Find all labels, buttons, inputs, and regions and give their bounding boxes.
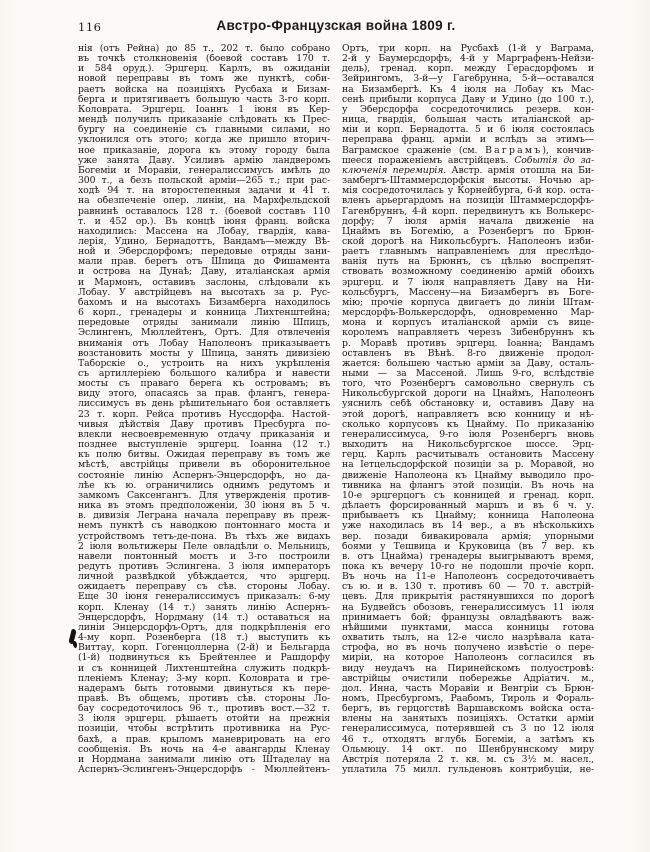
text-line: уяснилъ себѣ обстановку и, оставивъ Даву на <box>342 399 594 410</box>
text-line: въ точкѣ столкновенія (боевой составъ 170 т. <box>78 54 330 65</box>
text-line: на обезпеченіе опер. линіи, на Мархфельдской <box>78 196 330 207</box>
text-line: 300 т., а безъ польской арміи—265 т.; при рас- <box>78 176 330 187</box>
ink-blot <box>72 641 77 649</box>
text-line: навели понтонный мостъ и 3-го построили <box>78 551 330 562</box>
text-line: лерія, Удино, Бернадоттъ, Вандамъ—между Вѣ- <box>78 236 330 247</box>
text-line: возстановить мосты у Шпица, занять дивизіею <box>78 348 330 359</box>
text-line: строфа, но въ ночь получено извѣстіе о пере- <box>342 643 594 654</box>
text-line: ной и Эберсдорфомъ; передовые отряды зани- <box>78 247 330 258</box>
text-line: сколько корпусовъ къ Цнайму. По приказанію <box>342 419 594 430</box>
text-line: Въ ночь на 11-е Наполеонъ сосредоточиваетъ <box>342 572 594 583</box>
text-line: Никольсбургской дороги на Цнаймъ, Наполеонъ <box>342 389 594 400</box>
text-line: замкомъ Саксенгангъ. Для утвержденія против- <box>78 490 330 501</box>
text-line: ница, гвардія, большая часть италіанской ар- <box>342 115 594 126</box>
text-line: позднее выступленіе эрцгерц. Іоанна (12 т.) <box>78 440 330 451</box>
text-line: и Мармонъ, оставивъ заслоны, слѣдовали къ <box>78 277 330 288</box>
text-line: в. дивизія Леграна начала переправу въ преж- <box>78 511 330 522</box>
text-line: ника въ этомъ предположеніи, 30 іюня въ 5 ч. <box>78 501 330 512</box>
page-number: 116 <box>78 20 102 34</box>
text-line: 2 іюля вольтижеры Пеле овладѣли о. Мельницъ, <box>78 541 330 552</box>
page-title: Австро-Французская война 1809 г. <box>216 18 456 33</box>
text-line: уже находилась въ 14 вер., а въ нѣсколькихъ <box>342 521 594 532</box>
text-line: 4-му корп. Розенберга (18 т.) выступить къ <box>78 633 330 644</box>
text-line: мія сосредоточилась у Корнейбурга, 6-й кор. оста- <box>342 186 594 197</box>
left-column <box>78 44 330 775</box>
text-line: Коловрата. Эрцгерц. Іоаннъ 1 іюня въ Кер- <box>78 104 330 115</box>
text-line: передовые отряды занимали линію Шпицъ, <box>78 318 330 329</box>
text-line: редутъ противъ Эслингена. 3 іюля императоръ <box>78 561 330 572</box>
text-line: нѣйшими пунктами, масса конницы готова <box>342 622 594 633</box>
text-line: дорфу; 7 іюля армія начала движеніе на <box>342 216 594 227</box>
text-line: дол. Инна, часть Моравіи и Венгріи съ Брюн- <box>342 683 594 694</box>
text-line: надерамъ быть готовыми двинуться къ пере- <box>78 683 330 694</box>
text-line: 23 т. корп. Рейса противъ Нуссдорфа. Настой- <box>78 409 330 420</box>
text-line: дѣлаетъ форсированный маршъ и въ 6 ч. у. <box>342 501 594 512</box>
text-line: съ артиллеріею большого калибра и навести <box>78 369 330 379</box>
text-line: миріи, на которое Наполеонъ согласился въ <box>342 653 594 664</box>
text-line: Зейрингомъ, 3-й—у Гагебрунна, 5-й—оставался <box>342 74 594 85</box>
text-line: и острова на Дунаѣ; Даву, италіанская армія <box>78 267 330 278</box>
text-line: Еще 30 іюня генералиссимусъ приказалъ: 6-му <box>78 592 330 603</box>
text-line: раетъ войска на позиціяхъ Русбаха и Бизам- <box>78 84 330 95</box>
text-line: Эслингенъ, Мюллейтенъ, Ортъ. Для отвлеченія <box>78 328 330 339</box>
right-column <box>342 44 594 775</box>
text-line: того, что Розенбергъ самовольно свернулъ съ <box>342 379 594 390</box>
text-line: Ортъ, три корп. на Русбахѣ (1-й у Ваграма, <box>342 44 594 54</box>
text-line: боями у Тешвица и Круковица (въ 7 вер. къ <box>342 541 594 552</box>
text-line: новой переправы въ томъ же пунктѣ, соби- <box>78 74 330 85</box>
text-line: правѣ. Въ общемъ, противъ сѣв. стороны Ло- <box>78 694 330 704</box>
text-line: ключенія перемирія. Австр. армія отошла на Би- <box>342 165 594 176</box>
text-line: т. и 452 ор.). Въ концѣ іюня франц. войска <box>78 216 330 227</box>
page-header <box>78 18 594 36</box>
text-line: уплатила 75 милл. гульденовъ контрибуціи, не- <box>342 765 594 776</box>
text-line: королемъ направляетъ черезъ Зибенбруннъ къ <box>342 328 594 339</box>
text-line: в. отъ Цнайма) гренадеры выигрываютъ время, <box>342 551 594 562</box>
text-line: Цнаймъ въ Богемію, а Розенбергъ по Брюн- <box>342 226 594 237</box>
text-line: состояніе линію Аспернъ-Энцерсдорфъ, но да- <box>78 470 330 481</box>
text-line: 10-е эрцгерцогъ съ конницей и гренад. корп. <box>342 490 594 501</box>
text-line: (1-й) подвинуться къ Брейтенлее и Рашдорфу <box>78 653 330 664</box>
text-line: раетъ главнымъ направленіемъ для преслѣдо- <box>342 247 594 258</box>
text-line: Виттау, корп. Гогенцоллерна (2-й) и Бельгарда <box>78 643 330 654</box>
text-line: мію; прочіе корпуса двигаетъ до линіи Штам- <box>342 297 594 308</box>
text-line: личной развѣдкой убѣждается, что эрцгерц. <box>78 572 330 583</box>
text-line: на Іетцельсдорфской позиціи за р. Моравой, но <box>342 460 594 471</box>
text-line: принимаетъ бой; французы овладѣваютъ важ- <box>342 612 594 623</box>
text-line: ской дорогѣ на Никольсбургъ. Наполеонъ изби- <box>342 236 594 247</box>
text-columns <box>78 44 594 775</box>
text-line: берга и притягиваетъ большую часть 3-го корп. <box>78 94 330 105</box>
text-line: замбергъ-Штаммерсдорфскія высоты. Ночью ар- <box>342 176 594 187</box>
text-line: бахомъ и на высотахъ Бизамберга находилось <box>78 297 330 308</box>
text-line: находились: Массена на Лобау, гвардія, кава- <box>78 226 330 237</box>
text-line: лиссимусъ въ день рѣшительнаго боя оставляетъ <box>78 399 330 410</box>
text-line: бергъ, въ герцогствѣ Варшавскомъ войска оста- <box>342 704 594 715</box>
text-line: тивника на флангъ этой позиціи. Въ ночь на <box>342 480 594 491</box>
text-line: прибываетъ къ Цнайму; конница Наполеона <box>342 511 594 522</box>
text-line: 3 іюля эрцгерц. рѣшаетъ отойти на прежнія <box>78 714 330 725</box>
text-line: корп. Кленау (14 т.) занять линію Аспернъ- <box>78 602 330 613</box>
text-line: бургу на соединеніе съ главными силами, но <box>78 125 330 136</box>
text-line: міи и корп. Бернадотта. 5 и 6 іюля состоялась <box>342 125 594 136</box>
text-line: жается: большею частью арміи за Даву, осталь- <box>342 358 594 369</box>
text-line: Аспернъ-Эслингенъ-Энцерсдорфъ - Мюллейтенъ- <box>78 765 330 776</box>
text-line: ными — за Массеной. Лишь 9-го, вслѣдствіе <box>342 369 594 379</box>
text-line: р. Моравѣ противъ эрцгерц. Іоанна; Вандамъ <box>342 338 594 349</box>
text-line: 2-й у Баумерсдорфъ, 4-й у Марграфенъ-Нейзи- <box>342 54 594 65</box>
text-line: пленіемъ Кленау; 3-му корп. Коловрата и гре- <box>78 673 330 684</box>
text-line: Ваграмское сраженіе (см. Ваграмъ), кончив- <box>342 145 594 156</box>
text-line: къ полю битвы. Ожидая переправу въ томъ же <box>78 450 330 461</box>
text-line: дель), гренад. корп. между Герасдорфомъ и <box>342 64 594 75</box>
text-line: и съ конницей Лихтенштейна служить подкрѣ- <box>78 663 330 674</box>
text-line: Гагенбруннъ, 4-й корп. передвинутъ къ Волькерс- <box>342 206 594 217</box>
text-line: оставленъ въ Вѣнѣ. 8-го движеніе продол- <box>342 348 594 359</box>
text-line: пока къ вечеру 10-го не подошли прочіе корп. <box>342 561 594 572</box>
text-line: виду неудачъ на Пиринейскомъ полуостровѣ: <box>342 663 594 674</box>
text-line: ожидаетъ переправу съ сѣв. стороны Лобау. <box>78 582 330 593</box>
text-line: нія (отъ Рейна) до 85 т., 202 т. было собрано <box>78 44 330 54</box>
text-line: устройствомъ тетъ-де-пона. Въ тѣхъ же видахъ <box>78 531 330 542</box>
text-line: съ ю. и в. 130 т. противъ 60 — 70 т. австрій- <box>342 582 594 593</box>
text-line: у Эберсдорфа сосредоточились резерв. кон- <box>342 104 594 115</box>
text-line: бахѣ, а прав. крыломъ маневрировать на его <box>78 734 330 745</box>
text-line: ванія путь на Брюннъ, съ цѣлью воспрепят- <box>342 257 594 268</box>
text-line: равнинѣ оставалось 128 т. (боевой составъ 110 <box>78 206 330 217</box>
text-line: Таборскіе о., устроить на нихъ укрѣпленія <box>78 358 330 369</box>
text-line: Богеміи и Моравіи, генералиссимусъ имѣлъ до <box>78 165 330 176</box>
text-line: линіи Энцерсдорфъ-Ортъ, для подкрѣпленія его <box>78 622 330 633</box>
text-line: Австрія потеряла 2 т. кв. м. съ 3½ м. насел., <box>342 754 594 765</box>
text-line: и Нордмана занимали линію отъ Штаделау на <box>78 754 330 765</box>
text-line: мендѣ получилъ приказаніе слѣдовать къ Прес- <box>78 115 330 126</box>
text-line: ное приказаніе, дорога къ этому городу была <box>78 145 330 156</box>
text-line: вер. позади бивакировала армія; упорными <box>342 531 594 542</box>
text-line: вленъ арьергардомъ на позиціи Штаммерсдорфъ- <box>342 196 594 207</box>
text-line: на Будвейсъ обозовъ, генералиссимусъ 11 іюля <box>342 602 594 613</box>
text-line: кольсбургъ, Массену—на Бизамбергъ въ Боге- <box>342 287 594 298</box>
text-line: мона и корпусъ италіанской арміи съ вице- <box>342 318 594 329</box>
text-line: мали прав. берегъ отъ Шпица до Фишамента <box>78 257 330 268</box>
text-line: 6 корп., гренадеры и конница Лихтенштейна; <box>78 308 330 319</box>
text-line: переправа франц. арміи и вслѣдъ за этимъ— <box>342 135 594 146</box>
text-line: чивыя дѣйствія Даву противъ Пресбурга по- <box>78 419 330 430</box>
text-line: 46 т., отходятъ вглубь Богеміи, а затѣмъ къ <box>342 734 594 745</box>
text-line: сенѣ прибыли корпуса Даву и Удино (до 100 т.), <box>342 94 594 105</box>
text-line: немъ пунктѣ съ наводкою понтоннаго моста и <box>78 521 330 532</box>
text-line: эрцгерц. и 7 іюля направляетъ Даву на Ни- <box>342 277 594 288</box>
text-line: цевъ. Для прикрытія растянувшихся по дорогѣ <box>342 592 594 603</box>
text-line: ствовать возможному соединенію армій обоихъ <box>342 267 594 278</box>
text-line: этой дорогѣ, направляетъ всю конницу и нѣ- <box>342 409 594 420</box>
text-line: выходитъ на Никольсбургское шоссе. Эрц- <box>342 440 594 451</box>
text-line: мерсдорфъ-Волькерсдорфъ, одновременно Мар- <box>342 308 594 319</box>
text-line: герц. Карлъ расчитывалъ остановить Массену <box>342 450 594 461</box>
text-line: Энцерсдорфъ, Нордману (14 т.) оставаться на <box>78 612 330 623</box>
text-line: сообщенія. Въ ночь на 4-е авангарды Кленау <box>78 744 330 755</box>
text-line: Лобау. У австрійцевъ на высотахъ за р. Рус- <box>78 287 330 298</box>
text-line: позиціи, чтобы встрѣтить противника на Рус- <box>78 724 330 735</box>
text-line: вниманія отъ Лобау Наполеонъ приказываетъ <box>78 338 330 349</box>
text-line: мѣстѣ, австрійцы привели въ оборонительное <box>78 460 330 471</box>
text-line: номъ, Пресбургомъ, Раабомъ, Тироль и Фораль- <box>342 694 594 704</box>
text-line: на Бизамбергѣ. Къ 4 іюля на Лобау къ Мас- <box>342 84 594 95</box>
text-line: виду этого, опасаясь за прав. флангъ, генера- <box>78 389 330 400</box>
text-line: влекли несвоевременную отдачу приказанія и <box>78 429 330 440</box>
text-line: влены на занятыхъ позиціяхъ. Остатки арміи <box>342 714 594 725</box>
text-line: ходѣ 94 т. на второстепенныя задачи и 41 т. <box>78 186 330 197</box>
text-line: генералиссимуса, 9-го іюля Розенбергъ вновь <box>342 429 594 440</box>
text-line: шееся пораженіемъ австрійцевъ. Событія до за- <box>342 155 594 166</box>
text-line: движеніе Наполеона къ Цнайму выводило про- <box>342 470 594 481</box>
text-line: мосты съ праваго берега къ островамъ; въ <box>78 379 330 390</box>
text-line: уклонился отъ этого; когда же пришло вторич- <box>78 135 330 146</box>
text-line: Ольмюцу. 14 окт. по Шенбруннскому миру <box>342 744 594 755</box>
text-line: лѣе къ ю. ограничились однимъ редутомъ и <box>78 480 330 491</box>
text-line: генералиссимуса, потерявшей съ 3 по 12 іюля <box>342 724 594 735</box>
text-line: австрійцы очистили побережье Адріатич. м., <box>342 673 594 684</box>
text-line: охватить тылъ, на 12-е число назрѣвала ката- <box>342 633 594 644</box>
text-line: и 584 оруд.). Эрцгерц. Карлъ, въ ожиданіи <box>78 64 330 75</box>
text-line: уже занята Даву. Усиливъ армію ландверомъ <box>78 155 330 166</box>
text-line: бау сосредоточилось 96 т., противъ вост.—32 т. <box>78 704 330 715</box>
